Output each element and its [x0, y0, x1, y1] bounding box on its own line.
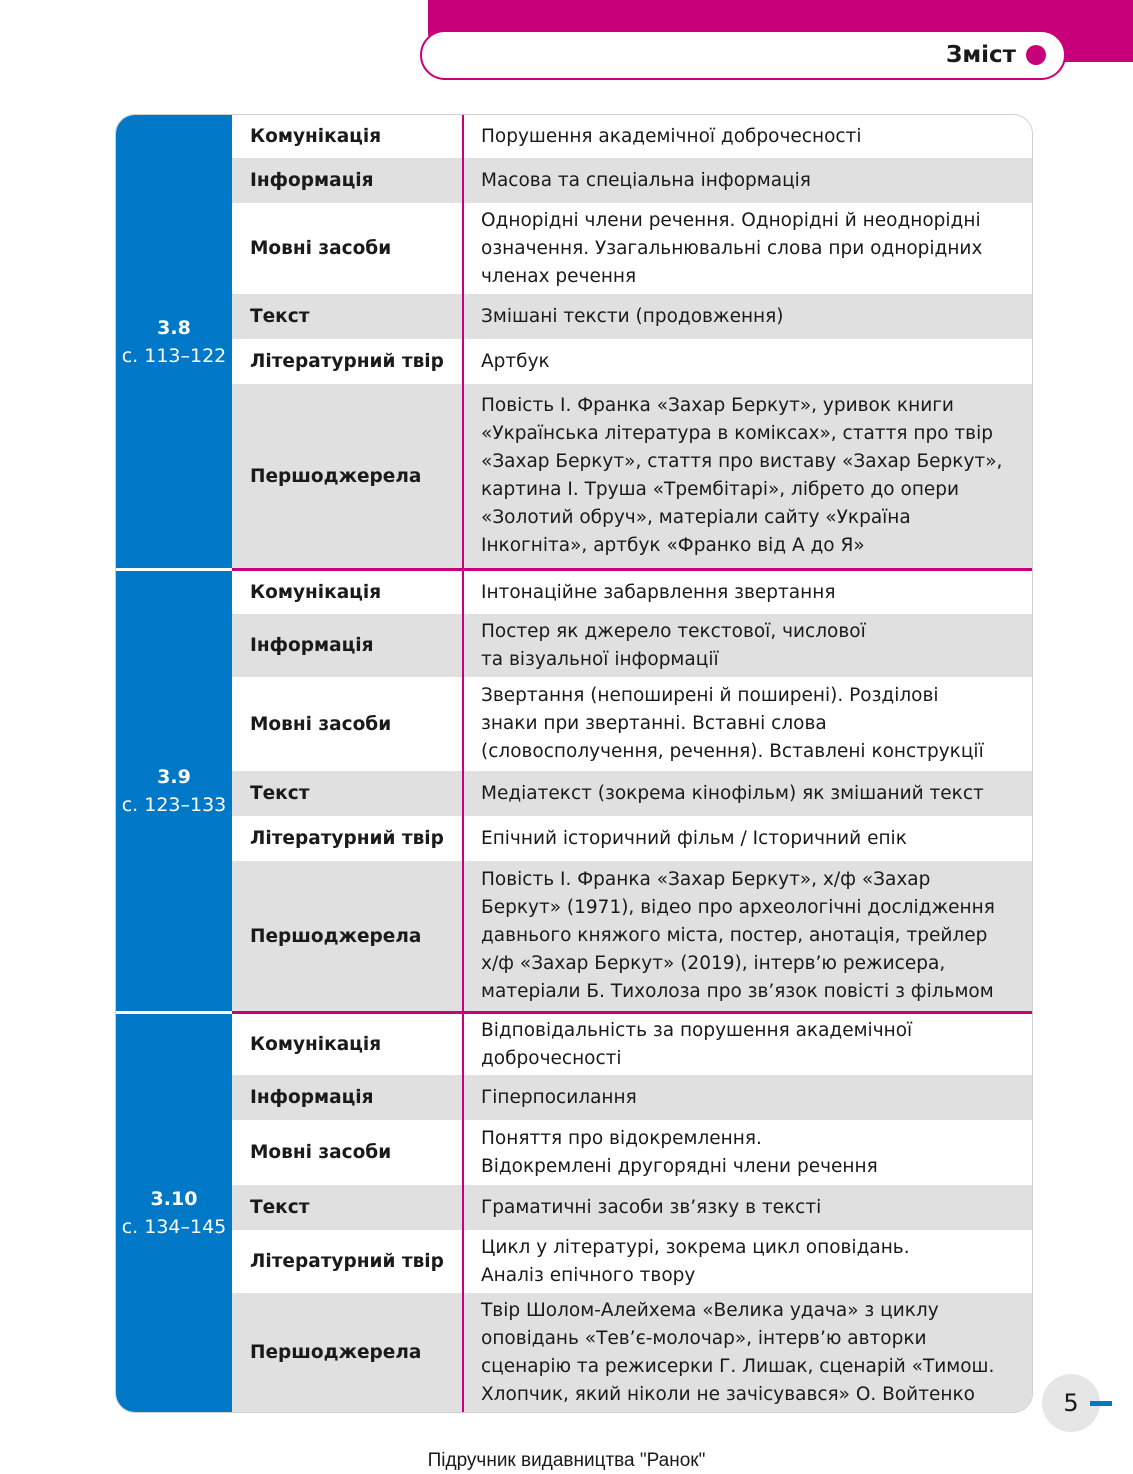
row-text: Інтонаційне забарвлення звертання — [481, 581, 836, 603]
section-pages: с. 113–122 — [121, 344, 227, 367]
row-text: Поняття про відокремлення. Відокремлені другорядні члени речення — [481, 1127, 878, 1177]
page-number-dash — [1090, 1401, 1112, 1406]
section-number: 3.10 — [150, 1188, 198, 1210]
row-category: Літературний твір — [232, 816, 464, 861]
row-category: Інформація — [232, 1075, 464, 1120]
table-row — [232, 1014, 1032, 1075]
section-number: 3.8 — [157, 316, 191, 339]
page-number: 5 — [1042, 1374, 1100, 1432]
row-text: Цикл у літературі, зокрема цикл оповідань. Аналіз епічного твору — [481, 1236, 910, 1286]
row-category: Мовні засоби — [232, 203, 464, 294]
row-category: Текст — [232, 1185, 464, 1230]
row-text: Артбук — [481, 350, 550, 372]
table-row — [232, 203, 1032, 294]
section-rows — [232, 1014, 1032, 1412]
row-category: Мовні засоби — [232, 677, 464, 771]
table-row — [232, 294, 1032, 339]
section-rows — [232, 115, 1032, 568]
row-category: Текст — [232, 771, 464, 816]
section-label — [116, 115, 232, 568]
header-dot-icon — [1026, 45, 1046, 65]
row-text: Медіатекст (зокрема кінофільм) як змішаний текст — [481, 782, 984, 804]
row-text: Порушення академічної доброчесності — [481, 125, 862, 147]
row-category: Літературний твір — [232, 339, 464, 384]
section-label — [116, 1014, 232, 1412]
row-category: Інформація — [232, 158, 464, 203]
row-text: Повість І. Франка «Захар Беркут», х/ф «Захар Беркут» (1971), відео про археологічні дослідження давнього княжого міста, постер, анотація, трейлер х/ф «Захар Беркут» (2019), інтерв’ю режисера, матеріали Б. Тихолоза про зв’язок повісті з фільмом — [481, 869, 995, 1002]
table-row — [232, 771, 1032, 816]
row-text: Постер як джерело текстової, числової та візуальної інформації — [481, 620, 866, 670]
table-row — [232, 1120, 1032, 1185]
row-category: Літературний твір — [232, 1230, 464, 1293]
section-pages: с. 123–133 — [121, 794, 227, 816]
section-3-8 — [116, 115, 1032, 568]
table-row — [232, 1075, 1032, 1120]
row-text: Епічний історичний фільм / Історичний епік — [481, 827, 907, 849]
section-pages: с. 134–145 — [121, 1216, 227, 1238]
header-pill — [420, 30, 1066, 80]
table-row — [232, 158, 1032, 203]
row-text: Відповідальність за порушення академічної доброчесності — [481, 1019, 913, 1069]
row-category: Першоджерела — [232, 384, 464, 568]
table-row — [232, 1293, 1032, 1412]
row-text: Повість І. Франка «Захар Беркут», уривок книги «Українська література в коміксах», стаття про твір «Захар Беркут», стаття про виставу «Захар Беркут», картина І. Труша «Трембітарі», лібрето до опери «Золотий обруч», матеріали сайту «Україна Інкогніта», артбук «Франко від А до Я» — [481, 395, 1003, 556]
section-rows — [232, 571, 1032, 1011]
footer-publisher: Підручник видавництва "Ранок" — [427, 1450, 706, 1471]
section-label — [116, 571, 232, 1011]
row-category: Комунікація — [232, 571, 464, 614]
row-text: Масова та спеціальна інформація — [481, 169, 811, 191]
row-category: Першоджерела — [232, 1293, 464, 1412]
row-text: Змішані тексти (продовження) — [481, 305, 784, 327]
table-row — [232, 861, 1032, 1011]
table-row — [232, 677, 1032, 771]
table-row — [232, 1230, 1032, 1293]
row-category: Інформація — [232, 614, 464, 677]
row-text: Звертання (непоширені й поширені). Розділові знаки при звертанні. Вставні слова (словосполучення, речення). Вставлені конструкції — [481, 685, 984, 762]
page-title: Зміст — [946, 42, 1016, 68]
row-category: Текст — [232, 294, 464, 339]
table-row — [232, 614, 1032, 677]
section-number: 3.9 — [157, 766, 191, 788]
row-category: Комунікація — [232, 115, 464, 158]
row-text: Гіперпосилання — [481, 1086, 637, 1108]
table-row — [232, 115, 1032, 158]
row-text: Твір Шолом-Алейхема «Велика удача» з циклу оповідань «Тев’є-молочар», інтерв’ю авторки сценарію та режисерки Г. Лишак, сценарій «Тимош. Хлопчик, який ніколи не зачісувався» О. Войтенко — [481, 1299, 995, 1405]
section-3-9 — [116, 571, 1032, 1011]
row-text: Граматичні засоби зв’язку в тексті — [481, 1196, 822, 1218]
row-category: Першоджерела — [232, 861, 464, 1011]
section-3-10 — [116, 1014, 1032, 1412]
table-row — [232, 384, 1032, 568]
row-text: Однорідні члени речення. Однорідні й неоднорідні означення. Узагальнювальні слова при однорідних членах речення — [481, 209, 983, 287]
row-category: Комунікація — [232, 1014, 464, 1075]
table-row — [232, 816, 1032, 861]
table-row — [232, 571, 1032, 614]
row-category: Мовні засоби — [232, 1120, 464, 1185]
table-of-contents — [115, 114, 1033, 1413]
table-row — [232, 339, 1032, 384]
table-row — [232, 1185, 1032, 1230]
